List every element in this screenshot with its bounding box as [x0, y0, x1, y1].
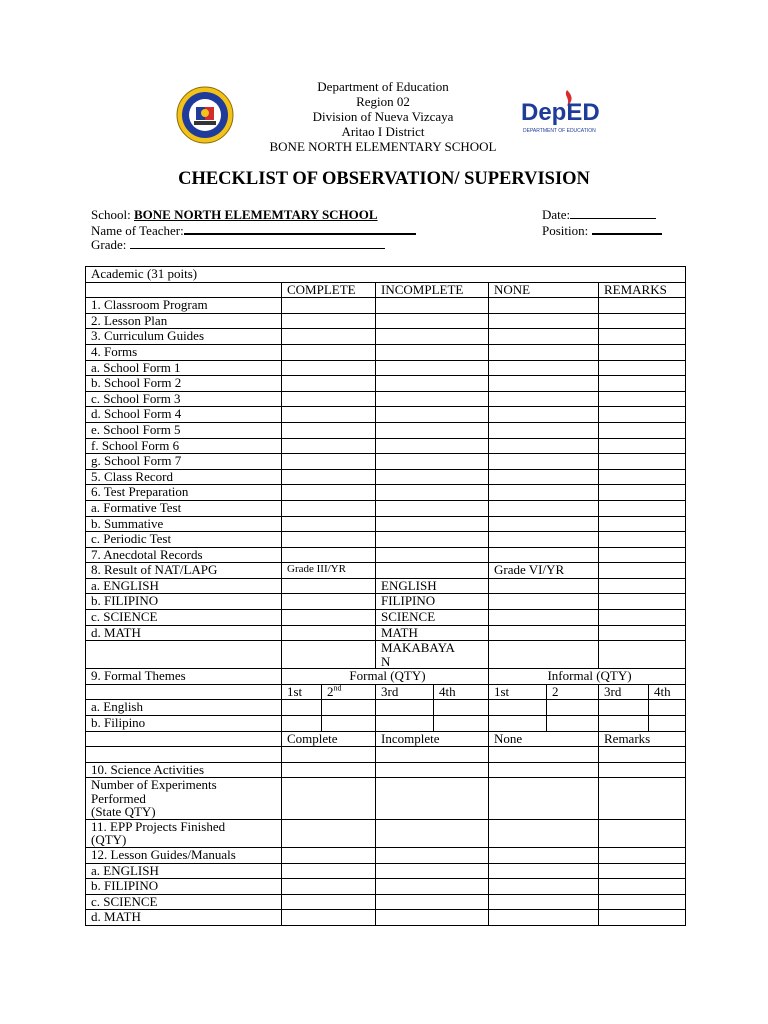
subject-label-line: MAKABAYA: [381, 640, 455, 656]
table-row: [86, 438, 686, 454]
grade-header: Grade VI/YR: [489, 563, 599, 579]
table-cell[interactable]: [489, 847, 599, 863]
table-row: [86, 578, 686, 594]
table-row: [86, 684, 686, 700]
table-row: [86, 344, 686, 360]
table-row: [86, 516, 686, 532]
position-field: [542, 222, 662, 238]
table-cell[interactable]: [599, 625, 686, 641]
column-header: Incomplete: [376, 731, 489, 747]
table-cell[interactable]: [599, 422, 686, 438]
table-cell[interactable]: [376, 344, 489, 360]
table-row: [86, 863, 686, 879]
checklist-item-label: 1. Classroom Program: [86, 298, 282, 314]
table-cell[interactable]: [599, 469, 686, 485]
table-cell[interactable]: [282, 329, 376, 345]
table-cell[interactable]: [489, 594, 599, 610]
table-row: [86, 360, 686, 376]
subject-label-line: N: [381, 653, 391, 669]
subject-label: a. English: [86, 700, 282, 716]
subject-label: a. ENGLISH: [86, 863, 282, 879]
table-cell[interactable]: [376, 500, 489, 516]
table-cell[interactable]: [489, 516, 599, 532]
label-line: Number of Experiments: [91, 777, 217, 793]
table-row: [86, 910, 686, 926]
checklist-item-label: 12. Lesson Guides/Manuals: [86, 847, 282, 863]
table-cell[interactable]: [489, 641, 599, 669]
table-cell[interactable]: [282, 716, 322, 732]
checklist-item-label: c. School Form 3: [86, 391, 282, 407]
grade-field: [91, 237, 385, 252]
table-cell[interactable]: [599, 516, 686, 532]
table-row: [86, 454, 686, 470]
table-cell[interactable]: [282, 894, 376, 910]
school-value: BONE NORTH ELEMEMTARY SCHOOL: [133, 207, 378, 222]
table-cell[interactable]: [282, 391, 376, 407]
table-cell[interactable]: [599, 532, 686, 548]
table-row: [86, 594, 686, 610]
table-cell[interactable]: [599, 879, 686, 895]
table-row: [86, 267, 686, 283]
table-cell[interactable]: [376, 360, 489, 376]
checklist-item-label: e. School Form 5: [86, 422, 282, 438]
header-line: Region 02: [356, 94, 410, 109]
table-row: [86, 762, 686, 778]
label-line: (State QTY): [91, 804, 156, 820]
table-row: [86, 313, 686, 329]
column-header: REMARKS: [599, 282, 686, 298]
subject-label: MATH: [376, 625, 489, 641]
table-cell[interactable]: [489, 422, 599, 438]
table-cell[interactable]: [376, 469, 489, 485]
table-cell[interactable]: [282, 454, 376, 470]
table-cell[interactable]: [282, 485, 376, 501]
table-cell[interactable]: [599, 500, 686, 516]
table-cell[interactable]: [649, 716, 686, 732]
table-cell[interactable]: [489, 376, 599, 392]
table-cell[interactable]: [599, 778, 686, 820]
column-header: None: [489, 731, 599, 747]
section-title: Academic (31 poits): [86, 267, 686, 283]
table-row: [86, 407, 686, 423]
subject-label: ENGLISH: [376, 578, 489, 594]
table-cell[interactable]: [649, 700, 686, 716]
subject-label: d. MATH: [86, 625, 282, 641]
label-line: 11. EPP Projects Finished: [91, 819, 226, 834]
table-row: [86, 469, 686, 485]
table-cell[interactable]: [376, 819, 489, 847]
subject-label: [376, 641, 489, 669]
table-row: [86, 847, 686, 863]
table-cell[interactable]: [282, 438, 376, 454]
table-row: [86, 500, 686, 516]
table-cell[interactable]: [599, 700, 649, 716]
table-cell[interactable]: [599, 716, 649, 732]
table-cell[interactable]: [599, 894, 686, 910]
column-header: COMPLETE: [282, 282, 376, 298]
teacher-label: Name of Teacher:: [91, 223, 184, 238]
table-cell[interactable]: [599, 762, 686, 778]
table-cell[interactable]: [282, 594, 376, 610]
header-line: Department of Education: [317, 79, 449, 94]
table-cell[interactable]: [376, 563, 489, 579]
table-cell[interactable]: [489, 298, 599, 314]
subject-label: a. ENGLISH: [86, 578, 282, 594]
table-cell[interactable]: [86, 641, 282, 669]
table-cell[interactable]: [489, 747, 599, 763]
table-cell[interactable]: [489, 610, 599, 626]
table-cell[interactable]: [376, 894, 489, 910]
teacher-blank[interactable]: [184, 222, 416, 235]
subject-label: SCIENCE: [376, 610, 489, 626]
table-cell[interactable]: [489, 879, 599, 895]
table-cell[interactable]: [282, 778, 376, 820]
table-cell[interactable]: [599, 594, 686, 610]
column-header: Remarks: [599, 731, 686, 747]
table-cell[interactable]: [86, 731, 282, 747]
table-cell[interactable]: [599, 360, 686, 376]
subject-label: d. MATH: [86, 910, 282, 926]
table-row: [86, 669, 686, 685]
table-cell[interactable]: [282, 500, 376, 516]
quarter-suffix: nd: [333, 684, 342, 693]
grade-label: Grade:: [91, 237, 127, 252]
table-cell[interactable]: [489, 778, 599, 820]
checklist-item-label: 7. Anecdotal Records: [86, 547, 282, 563]
quarter-label: 2: [327, 684, 334, 699]
table-cell[interactable]: [282, 879, 376, 895]
table-cell[interactable]: [599, 547, 686, 563]
table-row: [86, 547, 686, 563]
table-cell[interactable]: [282, 344, 376, 360]
formal-header: Formal (QTY): [282, 669, 489, 685]
table-cell[interactable]: [376, 547, 489, 563]
checklist-item-label: [86, 778, 282, 820]
table-cell[interactable]: [86, 684, 282, 700]
table-cell[interactable]: [376, 329, 489, 345]
table-cell[interactable]: [322, 716, 376, 732]
table-cell[interactable]: [376, 485, 489, 501]
checklist-item-label: a. Formative Test: [86, 500, 282, 516]
table-cell[interactable]: [282, 313, 376, 329]
table-cell[interactable]: [86, 282, 282, 298]
checklist-item-label: c. Periodic Test: [86, 532, 282, 548]
table-cell[interactable]: [376, 407, 489, 423]
table-cell[interactable]: [376, 847, 489, 863]
quarter-header: 1st: [489, 684, 547, 700]
checklist-item-label: 9. Formal Themes: [86, 669, 282, 685]
table-cell[interactable]: [282, 516, 376, 532]
table-row: [86, 422, 686, 438]
table-cell[interactable]: [599, 578, 686, 594]
table-cell[interactable]: [489, 329, 599, 345]
table-cell[interactable]: [376, 516, 489, 532]
table-row: [86, 879, 686, 895]
table-cell[interactable]: [376, 438, 489, 454]
column-header: INCOMPLETE: [376, 282, 489, 298]
table-cell[interactable]: [489, 391, 599, 407]
logo-text: DepED: [521, 99, 600, 126]
position-label: Position:: [542, 223, 589, 238]
checklist-item-label: f. School Form 6: [86, 438, 282, 454]
table-cell[interactable]: [547, 716, 599, 732]
table-cell[interactable]: [282, 422, 376, 438]
column-header: NONE: [489, 282, 599, 298]
table-row: [86, 747, 686, 763]
table-cell[interactable]: [599, 485, 686, 501]
subject-label: b. FILIPINO: [86, 879, 282, 895]
table-row: [86, 641, 686, 669]
table-cell[interactable]: [376, 778, 489, 820]
checklist-item-label: g. School Form 7: [86, 454, 282, 470]
checklist-item-label: [86, 819, 282, 847]
table-cell[interactable]: [376, 391, 489, 407]
table-cell[interactable]: [376, 863, 489, 879]
table-row: [86, 563, 686, 579]
quarter-header: 3rd: [376, 684, 434, 700]
table-cell[interactable]: [599, 454, 686, 470]
label-line: Performed: [91, 790, 146, 806]
table-cell[interactable]: [282, 700, 322, 716]
table-cell[interactable]: [376, 422, 489, 438]
table-cell[interactable]: [282, 641, 376, 669]
table-cell[interactable]: [599, 313, 686, 329]
table-cell[interactable]: [86, 747, 282, 763]
table-cell[interactable]: [599, 819, 686, 847]
table-cell[interactable]: [282, 407, 376, 423]
column-header: Complete: [282, 731, 376, 747]
page-title: CHECKLIST OF OBSERVATION/ SUPERVISION: [178, 169, 590, 189]
table-cell[interactable]: [376, 532, 489, 548]
checklist-item-label: 2. Lesson Plan: [86, 313, 282, 329]
table-cell[interactable]: [322, 700, 376, 716]
grade-blank[interactable]: [130, 237, 385, 249]
table-row: [86, 731, 686, 747]
table-cell[interactable]: [489, 407, 599, 423]
table-cell[interactable]: [376, 313, 489, 329]
quarter-header: 2: [547, 684, 599, 700]
table-cell[interactable]: [599, 910, 686, 926]
table-cell[interactable]: [599, 863, 686, 879]
checklist-item-label: 6. Test Preparation: [86, 485, 282, 501]
table-cell[interactable]: [599, 298, 686, 314]
quarter-header: 3rd: [599, 684, 649, 700]
table-cell[interactable]: [282, 863, 376, 879]
table-cell[interactable]: [282, 625, 376, 641]
logo-subtext: DEPARTMENT OF EDUCATION: [523, 128, 596, 134]
table-cell[interactable]: [489, 716, 547, 732]
table-cell[interactable]: [489, 500, 599, 516]
table-row: [86, 329, 686, 345]
table-cell[interactable]: [376, 454, 489, 470]
table-cell[interactable]: [282, 532, 376, 548]
checklist-item-label: b. Summative: [86, 516, 282, 532]
checklist-table: [85, 266, 686, 926]
table-cell[interactable]: [282, 376, 376, 392]
table-cell[interactable]: [489, 313, 599, 329]
table-cell[interactable]: [489, 700, 547, 716]
table-cell[interactable]: [376, 716, 434, 732]
quarter-header: 4th: [434, 684, 489, 700]
subject-label: b. FILIPINO: [86, 594, 282, 610]
table-cell[interactable]: [489, 894, 599, 910]
quarter-header: 4th: [649, 684, 686, 700]
table-cell[interactable]: [376, 762, 489, 778]
date-label: Date:: [542, 207, 571, 222]
table-cell[interactable]: [489, 469, 599, 485]
table-cell[interactable]: [599, 610, 686, 626]
table-cell[interactable]: [599, 329, 686, 345]
table-cell[interactable]: [489, 910, 599, 926]
table-cell[interactable]: [489, 454, 599, 470]
table-cell[interactable]: [599, 438, 686, 454]
table-cell[interactable]: [282, 847, 376, 863]
table-row: [86, 610, 686, 626]
table-cell[interactable]: [282, 747, 376, 763]
table-cell[interactable]: [282, 610, 376, 626]
table-row: [86, 532, 686, 548]
checklist-item-label: b. School Form 2: [86, 376, 282, 392]
header-line: Division of Nueva Vizcaya: [312, 109, 454, 124]
table-row: [86, 894, 686, 910]
table-cell[interactable]: [376, 376, 489, 392]
checklist-item-label: a. School Form 1: [86, 360, 282, 376]
table-cell[interactable]: [282, 578, 376, 594]
philippines-deped-seal-icon: [176, 86, 234, 144]
table-row: [86, 778, 686, 820]
table-cell[interactable]: [434, 716, 489, 732]
quarter-header: 1st: [282, 684, 322, 700]
table-row: [86, 716, 686, 732]
table-cell[interactable]: [376, 700, 434, 716]
table-cell[interactable]: [282, 547, 376, 563]
table-row: [86, 298, 686, 314]
subject-label: b. Filipino: [86, 716, 282, 732]
table-cell[interactable]: [376, 747, 489, 763]
table-cell[interactable]: [489, 547, 599, 563]
table-cell[interactable]: [376, 910, 489, 926]
table-row: [86, 819, 686, 847]
table-row: [86, 625, 686, 641]
date-blank[interactable]: [570, 207, 656, 219]
table-cell[interactable]: [489, 578, 599, 594]
table-cell[interactable]: [547, 700, 599, 716]
table-cell[interactable]: [599, 376, 686, 392]
table-cell[interactable]: [599, 391, 686, 407]
checklist-item-label: 5. Class Record: [86, 469, 282, 485]
table-row: [86, 282, 686, 298]
table-cell[interactable]: [489, 438, 599, 454]
table-cell[interactable]: [282, 298, 376, 314]
table-cell[interactable]: [489, 344, 599, 360]
subject-label: c. SCIENCE: [86, 894, 282, 910]
subject-label: c. SCIENCE: [86, 610, 282, 626]
table-cell[interactable]: [489, 485, 599, 501]
header-line: BONE NORTH ELEMENTARY SCHOOL: [269, 139, 497, 154]
informal-header: Informal (QTY): [489, 669, 686, 685]
table-cell[interactable]: [282, 360, 376, 376]
table-cell[interactable]: [282, 910, 376, 926]
school-label: School:: [91, 207, 131, 222]
date-field: [542, 207, 656, 222]
school-field: [91, 207, 378, 222]
quarter-header: [322, 684, 376, 700]
table-row: [86, 700, 686, 716]
subject-label: FILIPINO: [376, 594, 489, 610]
table-cell[interactable]: [489, 762, 599, 778]
table-cell[interactable]: [282, 469, 376, 485]
table-cell[interactable]: [376, 298, 489, 314]
table-cell[interactable]: [599, 407, 686, 423]
table-cell[interactable]: [599, 641, 686, 669]
table-cell[interactable]: [599, 847, 686, 863]
table-cell[interactable]: [489, 819, 599, 847]
table-cell[interactable]: [599, 344, 686, 360]
table-cell[interactable]: [282, 762, 376, 778]
checklist-item-label: 8. Result of NAT/LAPG: [86, 563, 282, 579]
header-text: [230, 79, 536, 154]
checklist-item-label: d. School Form 4: [86, 407, 282, 423]
table-cell[interactable]: [376, 879, 489, 895]
table-cell[interactable]: [489, 532, 599, 548]
position-blank[interactable]: [592, 222, 662, 235]
table-row: [86, 391, 686, 407]
table-cell[interactable]: [434, 700, 489, 716]
header-line: Aritao I District: [341, 124, 425, 139]
checklist-item-label: 10. Science Activities: [86, 762, 282, 778]
teacher-field: [91, 222, 416, 238]
checklist-item-label: 3. Curriculum Guides: [86, 329, 282, 345]
table-row: [86, 485, 686, 501]
table-cell[interactable]: [599, 747, 686, 763]
table-cell[interactable]: [282, 819, 376, 847]
table-cell[interactable]: [489, 863, 599, 879]
table-cell[interactable]: [489, 360, 599, 376]
table-row: [86, 376, 686, 392]
grade-header: Grade III/YR: [282, 563, 376, 579]
deped-logo-icon: [519, 86, 611, 138]
table-cell[interactable]: [489, 625, 599, 641]
checklist-item-label: 4. Forms: [86, 344, 282, 360]
table-cell[interactable]: [599, 563, 686, 579]
label-line: (QTY): [91, 832, 127, 848]
